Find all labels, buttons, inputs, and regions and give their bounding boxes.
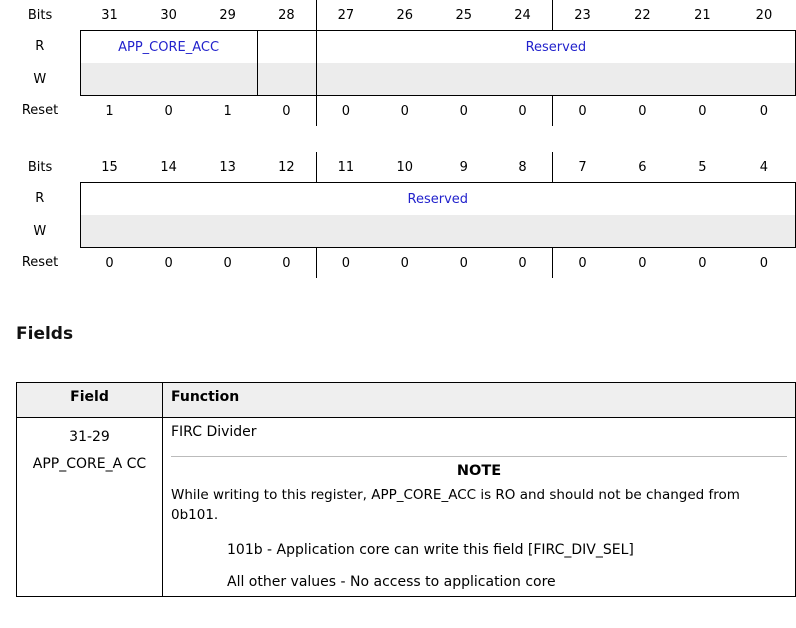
register-diagram-low — [0, 152, 796, 278]
bit-number: 8 — [518, 159, 527, 175]
fields-heading: Fields — [16, 324, 74, 344]
reset-value: 0 — [552, 248, 612, 279]
bits-row-high — [0, 0, 796, 31]
reset-value: 1 — [105, 103, 114, 119]
bit-number: 15 — [101, 159, 118, 175]
bit-number: 25 — [455, 7, 473, 23]
reset-value: 0 — [400, 255, 409, 271]
column-header-field: Field — [17, 383, 163, 418]
bit-number: 5 — [698, 159, 707, 175]
reset-value: 0 — [316, 248, 375, 279]
bit-number: 31 — [101, 7, 118, 23]
reset-value: 0 — [459, 255, 468, 271]
reset-value: 0 — [518, 255, 527, 271]
reset-value: 0 — [552, 96, 612, 127]
function-title: FIRC Divider — [171, 424, 257, 440]
reset-value: 0 — [638, 103, 647, 119]
reset-value: 0 — [638, 255, 647, 271]
register-diagram-high — [0, 0, 796, 126]
field-cell — [17, 418, 163, 597]
reset-value: 0 — [223, 255, 232, 271]
bit-number: 13 — [219, 159, 236, 175]
bit-number: 11 — [316, 152, 375, 183]
reset-value: 0 — [105, 255, 114, 271]
note-text: While writing to this register, APP_CORE_ACC is RO and should not be changed from 0b101. — [171, 487, 740, 524]
row-label-reset: Reset — [21, 255, 59, 271]
register-field-gap — [257, 31, 316, 64]
bits-row-low — [0, 152, 796, 183]
row-label-write: W — [0, 215, 80, 248]
bit-number: 21 — [694, 7, 711, 23]
fields-table-header-row — [17, 383, 796, 418]
reset-value: 0 — [400, 103, 409, 119]
register-field-reserved: Reserved — [316, 31, 795, 64]
note-box — [171, 456, 787, 526]
bit-number: 24 — [514, 7, 531, 23]
bit-number: 20 — [755, 7, 773, 23]
bit-number: 9 — [459, 159, 468, 175]
row-label-bits: Bits — [27, 159, 53, 175]
write-cell-app-core-acc — [80, 63, 257, 96]
column-header-function: Function — [163, 383, 796, 418]
reset-row-high — [0, 96, 796, 127]
field-name: APP_CORE_A CC — [32, 455, 147, 472]
reset-value: 0 — [459, 103, 468, 119]
write-cell-reserved — [316, 63, 795, 96]
register-field-reserved: Reserved — [80, 183, 795, 216]
bit-number: 6 — [638, 159, 647, 175]
row-label-read: R — [35, 191, 45, 207]
field-option: All other values - No access to application core — [227, 573, 556, 590]
reset-value: 1 — [223, 103, 232, 119]
reset-value: 0 — [282, 255, 291, 271]
table-row — [17, 418, 796, 597]
bit-number: 27 — [316, 0, 375, 31]
bit-number: 7 — [552, 152, 612, 183]
row-label-write: W — [0, 63, 80, 96]
bit-number: 28 — [278, 7, 295, 23]
fields-table — [16, 382, 796, 597]
row-label-read: R — [35, 39, 45, 55]
reset-value: 0 — [759, 103, 769, 119]
row-label-bits: Bits — [27, 7, 53, 23]
bit-number: 23 — [552, 0, 612, 31]
field-bits: 31-29 — [69, 429, 110, 445]
bit-number: 29 — [219, 7, 236, 23]
bit-number: 12 — [278, 159, 295, 175]
register-field-app-core-acc: APP_CORE_ACC — [80, 31, 257, 64]
reset-value: 0 — [698, 255, 707, 271]
bit-number: 30 — [160, 7, 177, 23]
function-cell — [163, 418, 796, 597]
write-cell-reserved — [80, 215, 795, 248]
write-row-low — [0, 215, 796, 248]
write-cell-gap — [257, 63, 316, 96]
bit-number: 26 — [396, 7, 413, 23]
bit-number: 14 — [160, 159, 177, 175]
field-option: 101b - Application core can write this field [FIRC_DIV_SEL] — [227, 541, 634, 558]
read-row-low — [0, 183, 796, 216]
reset-row-low — [0, 248, 796, 279]
reset-value: 0 — [282, 103, 291, 119]
reset-value: 0 — [316, 96, 375, 127]
reset-value: 0 — [164, 103, 173, 119]
reset-value: 0 — [164, 255, 173, 271]
write-row-high — [0, 63, 796, 96]
bit-number: 22 — [634, 7, 651, 23]
read-row-high — [0, 31, 796, 64]
reset-value: 0 — [698, 103, 707, 119]
reset-value: 0 — [759, 255, 769, 271]
register-table-low — [0, 152, 796, 278]
row-label-reset: Reset — [21, 103, 59, 119]
register-table-high — [0, 0, 796, 126]
reset-value: 0 — [518, 103, 527, 119]
note-title: NOTE — [171, 456, 787, 479]
bit-number: 4 — [759, 159, 769, 175]
bit-number: 10 — [396, 159, 413, 175]
